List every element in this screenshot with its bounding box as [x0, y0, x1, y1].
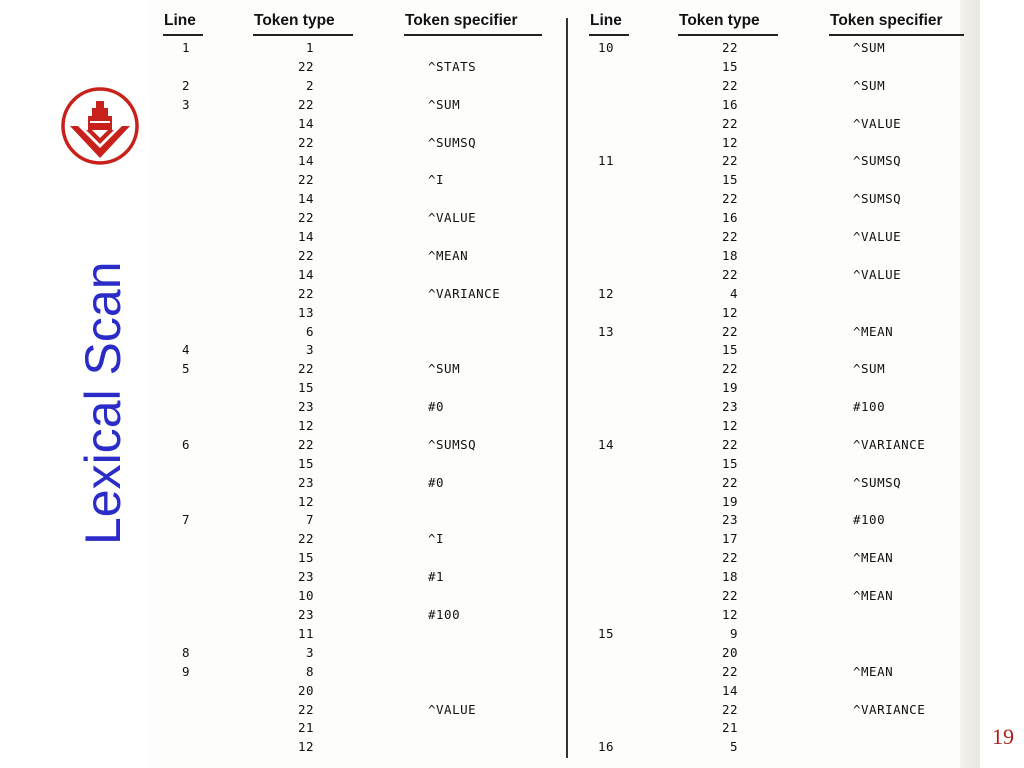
row-token-type: 14	[297, 153, 314, 168]
row-token-type: 2	[305, 78, 314, 93]
row-token-type: 19	[721, 380, 738, 395]
row-token-type: 11	[297, 626, 314, 641]
row-token-type: 15	[721, 59, 738, 74]
slide-number: 19	[992, 724, 1014, 749]
row-token-type: 22	[721, 78, 738, 93]
row-token-type: 13	[297, 305, 314, 320]
row-token-type: 12	[297, 739, 314, 754]
row-token-specifier: ^SUM	[853, 40, 886, 55]
row-token-type: 22	[297, 437, 314, 452]
row-token-type: 14	[297, 229, 314, 244]
row-token-type: 22	[297, 135, 314, 150]
row-token-type: 22	[297, 702, 314, 717]
row-line-number: 15	[598, 626, 615, 641]
row-token-specifier: ^VARIANCE	[853, 437, 926, 452]
row-token-type: 22	[721, 664, 738, 679]
row-token-type: 22	[297, 248, 314, 263]
row-token-specifier: ^SUMSQ	[853, 153, 902, 168]
row-token-type: 15	[721, 172, 738, 187]
row-token-type: 22	[721, 361, 738, 376]
header-token-type-right: Token type	[679, 12, 760, 29]
row-token-specifier: #100	[853, 512, 886, 527]
header-token-specifier-right: Token specifier	[830, 12, 943, 29]
row-token-type: 22	[721, 40, 738, 55]
row-token-type: 22	[297, 59, 314, 74]
row-token-specifier: ^STATS	[428, 59, 477, 74]
row-token-type: 15	[297, 550, 314, 565]
row-line-number: 13	[598, 324, 615, 339]
row-line-number: 9	[182, 664, 191, 679]
row-token-type: 16	[721, 97, 738, 112]
row-token-specifier: ^SUMSQ	[428, 135, 477, 150]
row-token-type: 22	[721, 191, 738, 206]
header-line-right: Line	[590, 12, 622, 29]
row-token-type: 12	[297, 494, 314, 509]
row-token-type: 14	[297, 116, 314, 131]
row-token-type: 21	[721, 720, 738, 735]
row-token-specifier: ^VALUE	[853, 267, 902, 282]
row-token-specifier: ^SUM	[428, 97, 461, 112]
row-token-type: 22	[297, 210, 314, 225]
row-token-type: 15	[297, 456, 314, 471]
row-token-type: 22	[297, 361, 314, 376]
row-token-type: 12	[297, 418, 314, 433]
row-token-type: 22	[721, 153, 738, 168]
row-token-type: 5	[729, 739, 738, 754]
header-line-left: Line	[164, 12, 196, 29]
row-token-specifier: ^MEAN	[428, 248, 469, 263]
row-token-specifier: ^VALUE	[853, 229, 902, 244]
row-token-specifier: #100	[428, 607, 461, 622]
row-token-specifier: ^I	[428, 172, 445, 187]
row-line-number: 6	[182, 437, 191, 452]
row-token-type: 9	[729, 626, 738, 641]
row-token-type: 6	[305, 324, 314, 339]
row-token-type: 20	[297, 683, 314, 698]
row-token-specifier: ^SUMSQ	[853, 475, 902, 490]
row-token-specifier: ^MEAN	[853, 324, 894, 339]
row-token-specifier: ^MEAN	[853, 588, 894, 603]
row-token-specifier: ^I	[428, 531, 445, 546]
row-token-type: 22	[721, 588, 738, 603]
row-token-specifier: ^VARIANCE	[853, 702, 926, 717]
row-token-specifier: ^SUM	[428, 361, 461, 376]
row-token-type: 23	[297, 475, 314, 490]
row-token-type: 14	[297, 267, 314, 282]
row-token-type: 22	[721, 324, 738, 339]
page-edge-shadow	[960, 0, 980, 768]
row-token-type: 1	[305, 40, 314, 55]
row-token-specifier: ^MEAN	[853, 550, 894, 565]
row-token-type: 15	[721, 456, 738, 471]
row-token-type: 18	[721, 569, 738, 584]
column-divider	[566, 18, 568, 758]
row-token-type: 22	[297, 286, 314, 301]
row-line-number: 14	[598, 437, 615, 452]
row-line-number: 1	[182, 40, 191, 55]
row-token-specifier: ^SUM	[853, 78, 886, 93]
row-token-type: 12	[721, 305, 738, 320]
row-token-type: 23	[297, 569, 314, 584]
row-line-number: 12	[598, 286, 615, 301]
row-token-specifier: #0	[428, 475, 445, 490]
university-logo	[60, 86, 140, 166]
row-token-type: 22	[297, 172, 314, 187]
header-underline	[404, 34, 542, 36]
row-token-specifier: ^SUM	[853, 361, 886, 376]
row-token-type: 8	[305, 664, 314, 679]
header-underline	[829, 34, 964, 36]
row-token-type: 18	[721, 248, 738, 263]
row-token-specifier: ^VALUE	[853, 116, 902, 131]
row-token-type: 19	[721, 494, 738, 509]
row-line-number: 10	[598, 40, 615, 55]
row-token-specifier: ^VARIANCE	[428, 286, 501, 301]
row-line-number: 4	[182, 342, 191, 357]
header-underline	[678, 34, 778, 36]
row-token-type: 15	[721, 342, 738, 357]
header-token-type-left: Token type	[254, 12, 335, 29]
row-token-type: 22	[297, 531, 314, 546]
slide-title: Lexical Scan	[75, 261, 131, 545]
row-token-type: 10	[297, 588, 314, 603]
row-token-type: 22	[721, 116, 738, 131]
row-token-type: 14	[297, 191, 314, 206]
row-line-number: 11	[598, 153, 615, 168]
row-token-type: 23	[297, 399, 314, 414]
row-token-type: 20	[721, 645, 738, 660]
row-line-number: 2	[182, 78, 191, 93]
row-line-number: 3	[182, 97, 191, 112]
row-line-number: 8	[182, 645, 191, 660]
row-token-type: 15	[297, 380, 314, 395]
header-underline	[163, 34, 203, 36]
header-token-specifier-left: Token specifier	[405, 12, 518, 29]
row-token-specifier: ^SUMSQ	[853, 191, 902, 206]
row-token-type: 22	[721, 229, 738, 244]
row-token-specifier: ^SUMSQ	[428, 437, 477, 452]
row-token-type: 23	[721, 512, 738, 527]
row-token-type: 3	[305, 342, 314, 357]
row-line-number: 16	[598, 739, 615, 754]
row-token-type: 21	[297, 720, 314, 735]
row-token-type: 3	[305, 645, 314, 660]
row-line-number: 5	[182, 361, 191, 376]
row-token-type: 4	[729, 286, 738, 301]
header-underline	[253, 34, 353, 36]
row-token-type: 23	[297, 607, 314, 622]
row-token-type: 22	[721, 702, 738, 717]
row-token-specifier: ^VALUE	[428, 702, 477, 717]
row-token-type: 22	[721, 475, 738, 490]
row-token-specifier: ^VALUE	[428, 210, 477, 225]
row-token-type: 22	[297, 97, 314, 112]
row-token-type: 23	[721, 399, 738, 414]
row-token-type: 22	[721, 267, 738, 282]
row-token-type: 12	[721, 135, 738, 150]
row-token-specifier: #100	[853, 399, 886, 414]
row-token-type: 12	[721, 607, 738, 622]
row-token-type: 22	[721, 550, 738, 565]
row-line-number: 7	[182, 512, 191, 527]
row-token-specifier: ^MEAN	[853, 664, 894, 679]
row-token-type: 17	[721, 531, 738, 546]
header-underline	[589, 34, 629, 36]
row-token-specifier: #1	[428, 569, 445, 584]
row-token-specifier: #0	[428, 399, 445, 414]
row-token-type: 12	[721, 418, 738, 433]
row-token-type: 14	[721, 683, 738, 698]
row-token-type: 16	[721, 210, 738, 225]
row-token-type: 7	[305, 512, 314, 527]
row-token-type: 22	[721, 437, 738, 452]
